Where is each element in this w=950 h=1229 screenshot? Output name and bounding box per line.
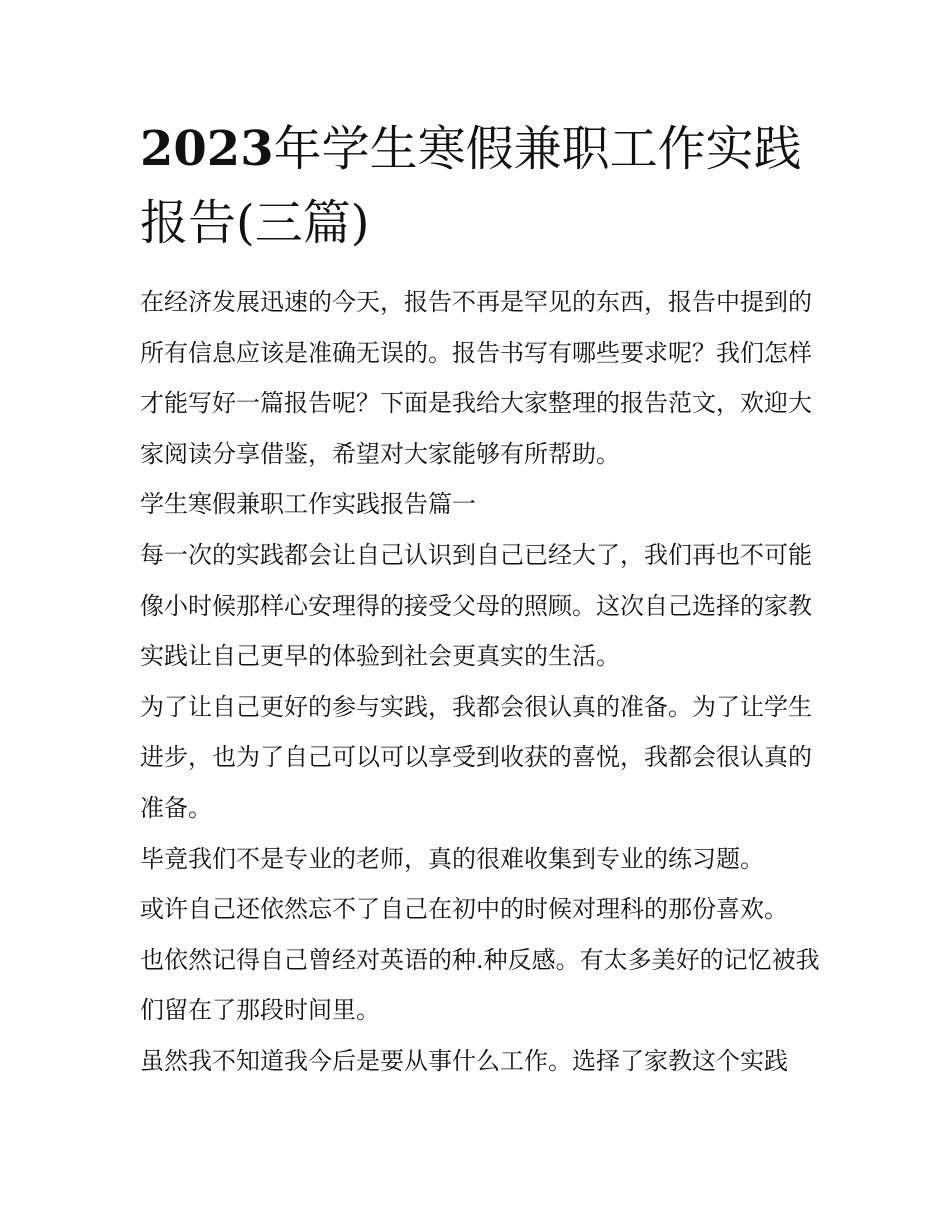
title-text: 年学生寒假兼职工作实践报告(三篇)	[140, 121, 802, 251]
body-paragraph: 毕竟我们不是专业的老师，真的很难收集到专业的练习题。	[140, 844, 764, 873]
body-paragraph: 或许自己还依然忘不了自己在初中的时候对理科的那份喜欢。	[140, 895, 788, 924]
body-paragraph: 每一次的实践都会让自己认识到自己已经大了，我们再也不可能像小时候那样心安理得的接受父母的照顾。这次自己选择的家教实践让自己更早的体验到社会更真实的生活。	[140, 540, 812, 671]
document-body	[140, 277, 830, 1087]
body-paragraph: 也依然记得自己曾经对英语的种.种反感。有太多美好的记忆被我们留在了那段时间里。	[140, 945, 820, 1025]
document-title	[140, 112, 830, 260]
title-year: 2023	[140, 121, 274, 177]
section-heading: 学生寒假兼职工作实践报告篇一	[140, 490, 476, 519]
body-paragraph: 虽然我不知道我今后是要从事什么工作。选择了家教这个实践	[140, 1046, 788, 1075]
intro-paragraph: 在经济发展迅速的今天，报告不再是罕见的东西，报告中提到的所有信息应该是准确无误的。报告书写有哪些要求呢？我们怎样才能写好一篇报告呢？下面是我给大家整理的报告范文，欢迎大家阅读分享借鉴，希望对大家能够有所帮助。	[140, 288, 812, 468]
body-paragraph: 为了让自己更好的参与实践，我都会很认真的准备。为了让学生进步，也为了自己可以可以享受到收获的喜悦，我都会很认真的准备。	[140, 692, 812, 822]
